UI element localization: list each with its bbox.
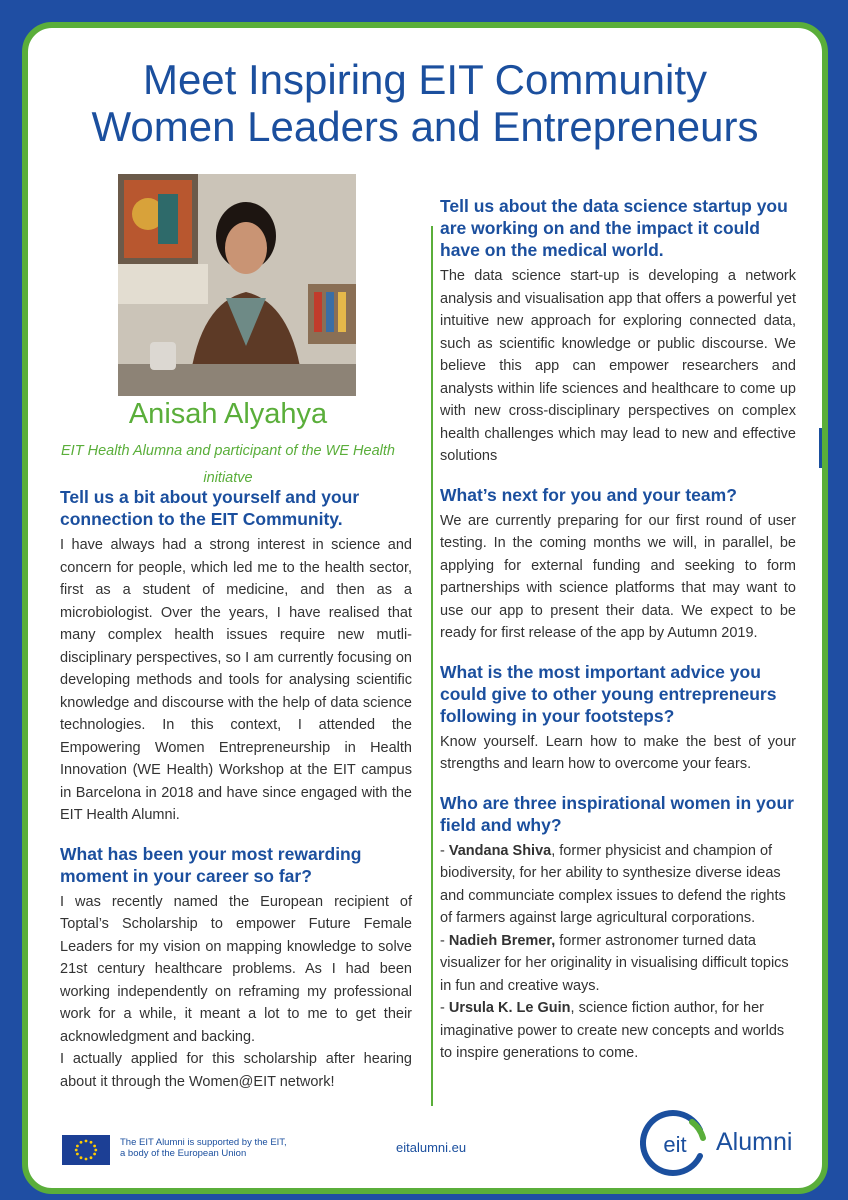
woman-name: Vandana Shiva [448, 842, 552, 859]
answer-whats-next: We are currently preparing for our first round of user testing. In the coming months we will, in parallel, be applying for external funding and seeking to form partnerships with science platforms that may want to use our app to present their data. We expect to be ready for first release of the app by Autumn 2019. [440, 512, 796, 641]
answer-rewarding-moment: I was recently named the European recipient of Toptal’s Scholarship to empower Future Female Leaders for my vision on mapping knowledge to solve 21st century healthcare problems. As I had been working independently on reframing my professional work for a while, it meant a lot to me to get their acknowledgment and backing. [60, 893, 412, 1045]
woman-name: Nadieh Bremer, [448, 932, 556, 949]
eu-flag-icon [62, 1135, 110, 1165]
profile-name: Anisah Alyahya [128, 398, 328, 430]
woman-item: - Vandana Shiva, former physicist and champion of biodiversity, for her ability to synthesize diverse ideas and communciate complex issues to defend the rights of farmers against large agricultural corporations. [440, 842, 786, 926]
question-about-yourself: Tell us a bit about yourself and your connection to the EIT Community. [60, 487, 360, 529]
edge-mark [819, 428, 822, 468]
question-whats-next: What’s next for you and your team? [440, 484, 737, 505]
svg-text:eit: eit [663, 1132, 687, 1157]
woman-item: - Nadieh Bremer, former astronomer turned data visualizer for her originality in visualising difficult topics in fun and creative ways. [440, 932, 789, 994]
answer-advice: Know yourself. Learn how to make the best of your strengths and learn how to overcome your fears. [440, 733, 796, 772]
answer-about-yourself: I have always had a strong interest in science and concern for people, which led me to the health sector, first as a student of medicine, and then as a microbiologist. Over the years, I have realised that many complex health issues require new mutli-disciplinary perspectives, so I am currently focusing on developing methods and tools for analysing scientific knowledge and discourse with the help of data science technologies. In this context, I attended the Empowering Women Entrepreneurship in Health Innovation (WE Health) Workshop at the EIT campus in Barcelona in 2018 and have since engaged with the EIT Health Alumni. [60, 537, 412, 823]
answer-rewarding-moment-note: I actually applied for this scholarship after hearing about it through the Women@EIT network! [60, 1051, 412, 1090]
profile-photo [118, 174, 356, 396]
eit-logo-icon [640, 1108, 710, 1178]
profile-role: EIT Health Alumna and participant of the WE Health initiatve [61, 443, 395, 486]
page-title [28, 56, 822, 150]
question-startup: Tell us about the data science startup you are working on and the impact it could have on the medical world. [440, 196, 788, 260]
eu-support-text: The EIT Alumni is supported by the EIT, a body of the European Union [120, 1137, 287, 1159]
website-link[interactable]: eitalumni.eu [396, 1140, 467, 1155]
left-column [60, 486, 412, 1093]
woman-item: - Ursula K. Le Guin, science fiction author, for her imaginative power to create new concepts and worlds to inspire generations to come. [440, 1000, 785, 1061]
title-line-1: Meet Inspiring EIT Community [142, 56, 708, 103]
question-advice: What is the most important advice you could give to other young entrepreneurs following in your footsteps? [440, 661, 777, 726]
alumni-wordmark: Alumni [716, 1128, 793, 1156]
woman-name: Ursula K. Le Guin [448, 1000, 571, 1016]
right-column [440, 195, 796, 1065]
title-line-2: Women Leaders and Entrepreneurs [91, 103, 759, 150]
inspirational-women-section [440, 792, 796, 1065]
answer-startup: The data science start-up is developing a network analysis and visualisation app that offers a powerful yet intuitive new approach for exploring connected data, such as scientific knowledge or public discourse. We believe this app can empower researchers and analysts within life sciences and healthcare to come up with new cross-disciplinary perspectives on complex health challenges which may lead to new and effective solutions [440, 268, 796, 464]
poster-card [22, 22, 828, 1194]
question-inspirational-women: Who are three inspirational women in your field and why? [440, 792, 794, 835]
question-rewarding-moment: What has been your most rewarding moment in your career so far? [60, 843, 362, 886]
column-divider [431, 226, 433, 1106]
